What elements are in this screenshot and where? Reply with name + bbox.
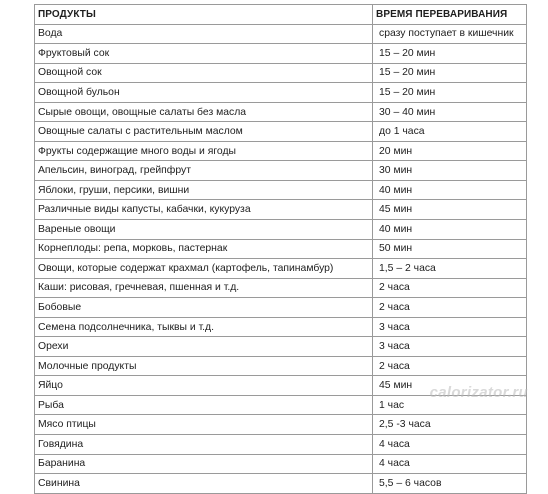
table-row [35,474,527,494]
product-cell: Овощной сок [35,63,373,83]
digestion-time-cell: 50 мин [373,239,527,259]
table-row [35,435,527,455]
table-row [35,24,527,44]
digestion-time-cell: 2,5 -3 часа [373,415,527,435]
digestion-time-cell: 2 часа [373,356,527,376]
table-row [35,259,527,279]
table-row [35,376,527,396]
table-row [35,44,527,64]
table-body [35,24,527,493]
product-cell: Апельсин, виноград, грейпфрут [35,161,373,181]
product-cell: Сырые овощи, овощные салаты без масла [35,102,373,122]
digestion-time-cell: 5,5 – 6 часов [373,474,527,494]
table-row [35,298,527,318]
product-cell: Молочные продукты [35,356,373,376]
product-cell: Свинина [35,474,373,494]
table-row [35,122,527,142]
digestion-time-cell: 30 мин [373,161,527,181]
table-row [35,278,527,298]
product-cell: Фруктовый сок [35,44,373,64]
digestion-time-cell: 30 – 40 мин [373,102,527,122]
product-cell: Семена подсолнечника, тыквы и т.д. [35,317,373,337]
digestion-time-cell: 3 часа [373,337,527,357]
product-cell: Яблоки, груши, персики, вишни [35,180,373,200]
digestion-time-table [34,4,527,494]
table-row [35,161,527,181]
digestion-time-cell: 40 мин [373,220,527,240]
table-row [35,102,527,122]
table-row [35,356,527,376]
product-cell: Овощные салаты с растительным маслом [35,122,373,142]
table-header-row [35,5,527,25]
product-cell: Баранина [35,454,373,474]
header-products: ПРОДУКТЫ [35,5,373,25]
digestion-time-cell: 40 мин [373,180,527,200]
product-cell: Каши: рисовая, гречневая, пшенная и т.д. [35,278,373,298]
digestion-time-cell: 20 мин [373,141,527,161]
product-cell: Различные виды капусты, кабачки, кукуруза [35,200,373,220]
table-row [35,454,527,474]
digestion-time-cell: 15 – 20 мин [373,63,527,83]
table-row [35,180,527,200]
digestion-time-cell: 4 часа [373,435,527,455]
product-cell: Рыба [35,395,373,415]
product-cell: Вареные овощи [35,220,373,240]
digestion-time-cell: 1 час [373,395,527,415]
product-cell: Корнеплоды: репа, морковь, пастернак [35,239,373,259]
table-row [35,337,527,357]
table-row [35,63,527,83]
product-cell: Мясо птицы [35,415,373,435]
digestion-time-cell: 3 часа [373,317,527,337]
table-row [35,317,527,337]
table-row [35,200,527,220]
product-cell: Вода [35,24,373,44]
table-row [35,141,527,161]
digestion-time-cell: 2 часа [373,278,527,298]
digestion-time-cell: 45 мин [373,376,527,396]
product-cell: Орехи [35,337,373,357]
food-digestion-table-sheet [34,4,526,494]
product-cell: Овощной бульон [35,83,373,103]
table-row [35,415,527,435]
digestion-time-cell: сразу поступает в кишечник [373,24,527,44]
digestion-time-cell: 45 мин [373,200,527,220]
product-cell: Яйцо [35,376,373,396]
digestion-time-cell: 1,5 – 2 часа [373,259,527,279]
table-row [35,220,527,240]
product-cell: Фрукты содержащие много воды и ягоды [35,141,373,161]
header-digestion-time: ВРЕМЯ ПЕРЕВАРИВАНИЯ [373,5,527,25]
digestion-time-cell: до 1 часа [373,122,527,142]
product-cell: Бобовые [35,298,373,318]
digestion-time-cell: 15 – 20 мин [373,83,527,103]
digestion-time-cell: 15 – 20 мин [373,44,527,64]
digestion-time-cell: 4 часа [373,454,527,474]
product-cell: Овощи, которые содержат крахмал (картофель, тапинамбур) [35,259,373,279]
watermark: calorizator.ru [429,384,528,401]
table-row [35,239,527,259]
product-cell: Говядина [35,435,373,455]
table-row [35,83,527,103]
digestion-time-cell: 2 часа [373,298,527,318]
table-row [35,395,527,415]
